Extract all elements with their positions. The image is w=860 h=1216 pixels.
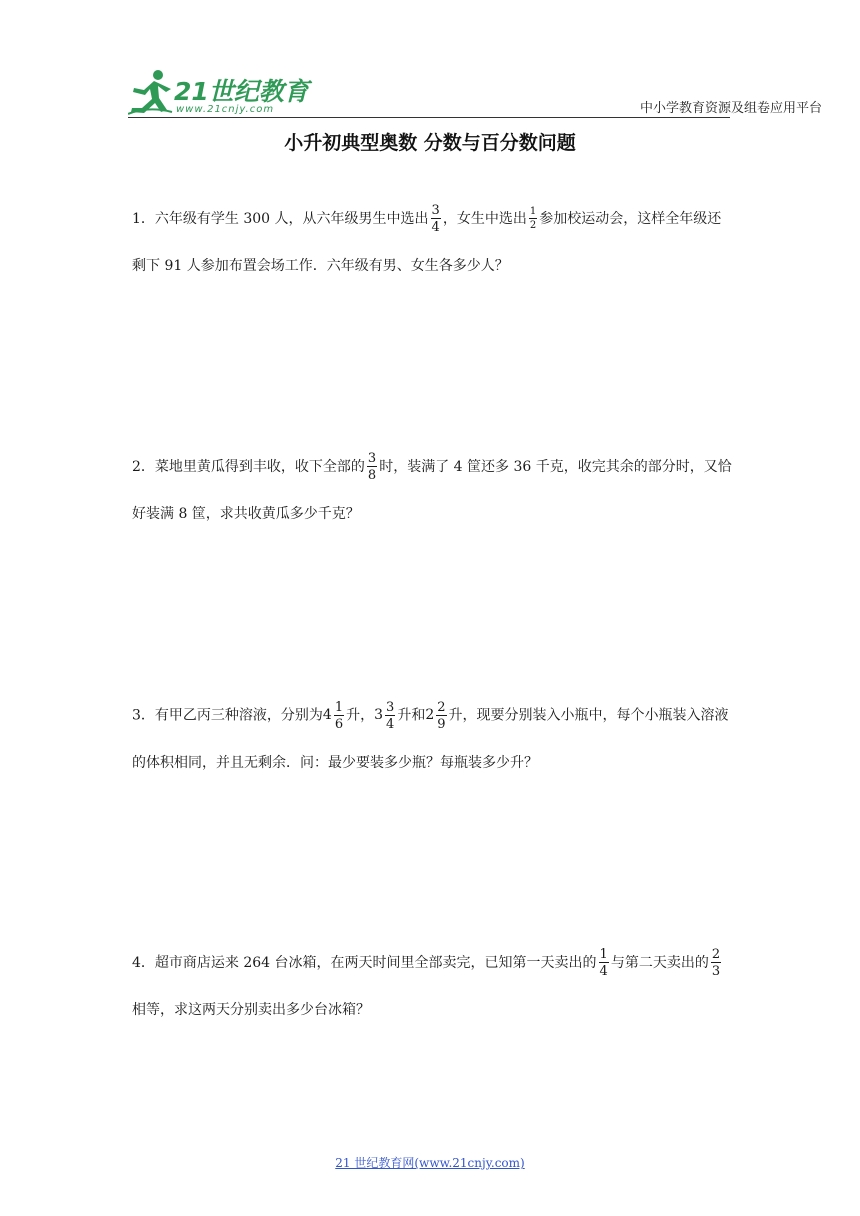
denominator: 3	[711, 964, 721, 979]
numerator: 3	[431, 203, 440, 218]
question-text: 与第二天卖出的	[610, 955, 709, 971]
denominator: 8	[367, 468, 377, 483]
numerator: 2	[711, 947, 721, 962]
denominator: 4	[386, 716, 395, 732]
denominator: 4	[599, 964, 608, 979]
header-divider	[128, 117, 730, 118]
fraction	[431, 204, 441, 234]
question-2	[132, 444, 732, 538]
question-text: 菜地里黄瓜得到丰收，收下全部的	[154, 459, 365, 475]
mixed-number-whole: 4	[322, 707, 332, 723]
fraction	[367, 452, 377, 482]
denominator: 2	[529, 220, 537, 231]
question-number: 4．	[132, 955, 155, 971]
fraction	[529, 207, 537, 231]
fraction	[711, 948, 721, 978]
question-text: ，女生中选出	[442, 211, 527, 227]
denominator: 4	[431, 220, 440, 235]
numerator: 1	[529, 206, 537, 217]
numerator: 2	[437, 699, 446, 715]
question-text: 升，现要分别装入小瓶中，每个小瓶装入溶液的体积相同，并且无剩余．问：最少要装多少瓶？每瓶装多少升？	[132, 707, 729, 771]
fraction	[599, 948, 609, 978]
fraction	[436, 701, 446, 731]
question-text: 有甲乙丙三种溶液，分别为	[154, 707, 323, 724]
runner-logo-icon	[128, 68, 174, 118]
question-text: 升，	[346, 707, 375, 724]
question-4	[132, 940, 732, 1034]
document-title: 小升初典型奥数 分数与百分数问题	[284, 132, 576, 154]
numerator: 1	[334, 699, 344, 715]
fraction	[385, 701, 395, 731]
question-text: 六年级有学生 300 人，从六年级男生中选出	[154, 211, 429, 227]
platform-name: 中小学教育资源及组卷应用平台	[639, 101, 822, 116]
question-text: 相等，求这两天分别卖出多少台冰箱？	[132, 1002, 370, 1018]
logo-text: 21世纪教育	[174, 77, 309, 106]
question-text: 时，装满了 4 筐还多 36 千克，收完其余的部分时，又恰好装满 8 筐，求共收黄瓜多少千克？	[132, 459, 732, 522]
numerator: 3	[367, 451, 377, 466]
numerator: 1	[599, 947, 608, 962]
denominator: 6	[334, 716, 344, 732]
site-logo	[128, 68, 309, 120]
fraction	[334, 701, 344, 731]
logo-url: www.21cnjy.com	[176, 104, 275, 115]
question-3	[132, 692, 732, 787]
denominator: 9	[437, 716, 446, 732]
mixed-number-whole: 2	[425, 707, 435, 723]
question-text: 参加校运动会，这样全年级还剩下 91 人参加布置会场工作．六年级有男、女生各多少人？	[132, 211, 722, 274]
footer-link[interactable]: 21 世纪教育网(www.21cnjy.com)	[335, 1156, 525, 1170]
question-number: 1．	[132, 211, 155, 227]
numerator: 3	[386, 699, 395, 715]
mixed-number-whole: 3	[374, 707, 384, 723]
question-number: 2．	[132, 459, 155, 475]
question-number: 3．	[132, 707, 155, 724]
question-text: 升和	[397, 707, 426, 724]
question-1	[132, 196, 732, 290]
question-text: 超市商店运来 264 台冰箱，在两天时间里全部卖完，已知第一天卖出的	[154, 955, 597, 971]
